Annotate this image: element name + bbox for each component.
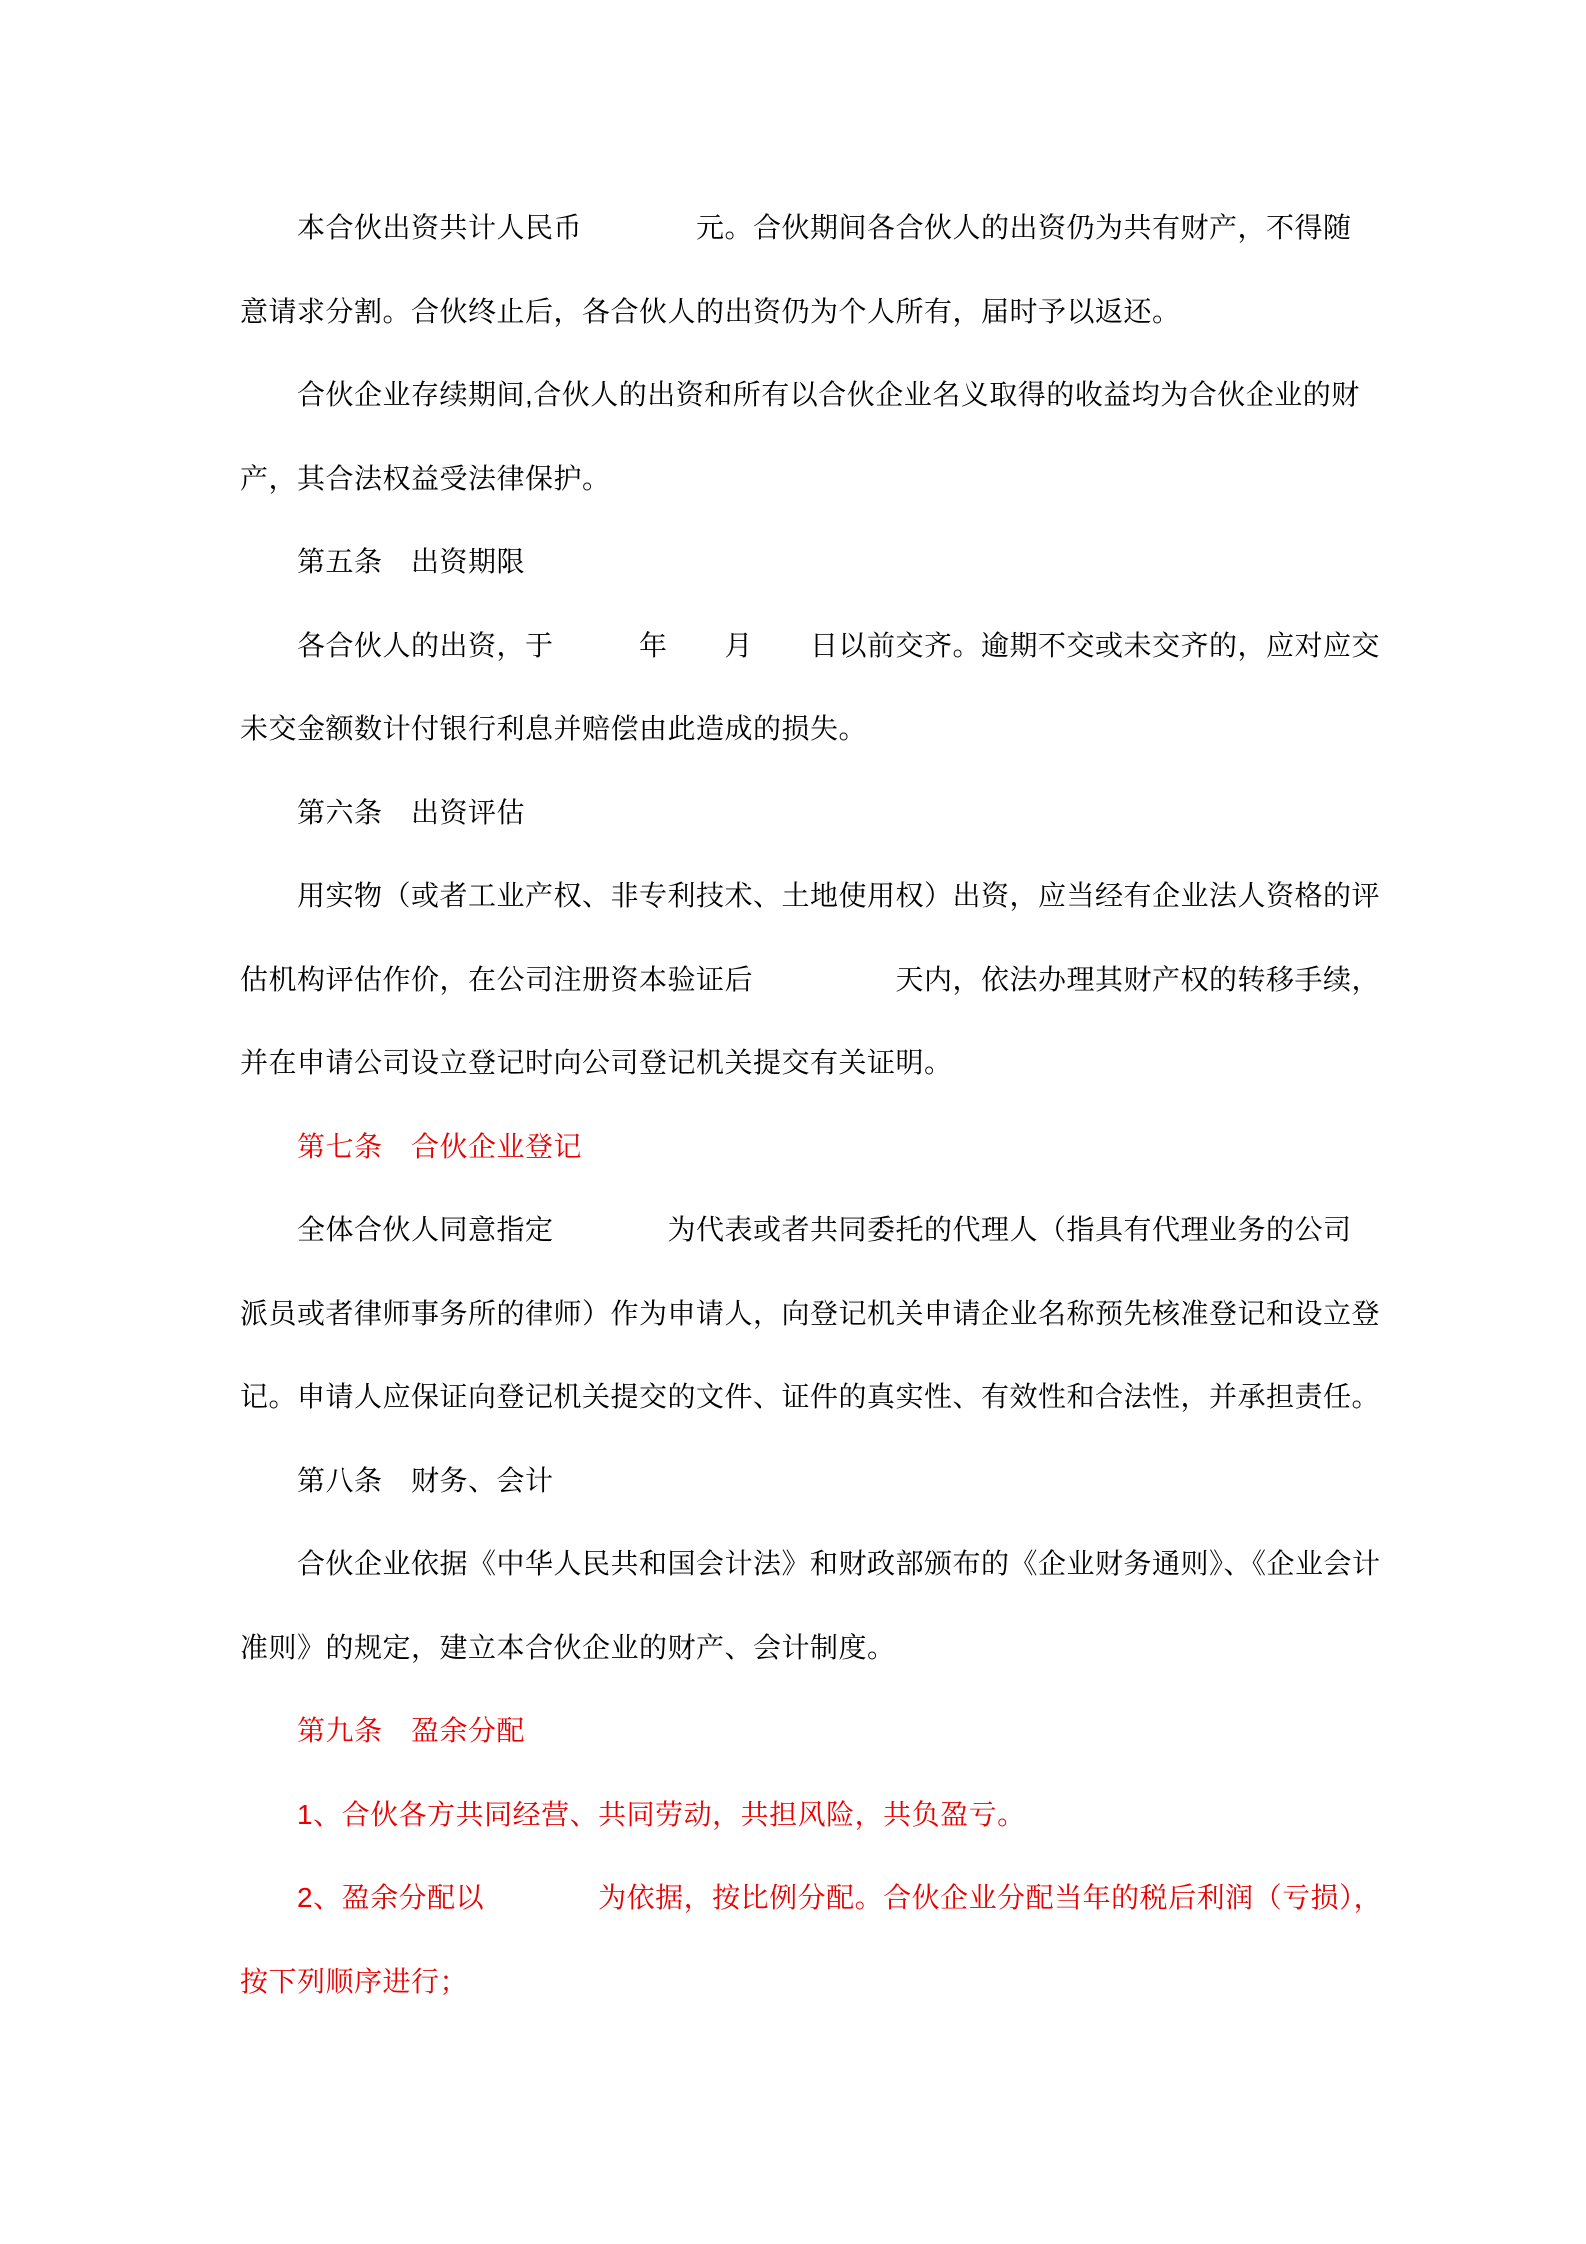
text-line: 全体合伙人同意指定 为代表或者共同委托的代理人（指具有代理业务的公司 <box>240 1214 1352 1245</box>
text-line: 合伙企业存续期间,合伙人的出资和所有以合伙企业名义取得的收益均为合伙企业的财 <box>240 379 1360 410</box>
text-line: 并在申请公司设立登记时向公司登记机关提交有关证明。 <box>240 1047 953 1078</box>
heading-article-8: 第八条 财务、会计 <box>240 1464 554 1496</box>
text-line: 本合伙出资共计人民币 元。合伙期间各合伙人的出资仍为共有财产，不得随 <box>240 212 1352 243</box>
text-line: 派员或者律师事务所的律师）作为申请人，向登记机关申请企业名称预先核准登记和设立登 <box>240 1297 1381 1329</box>
text-line: 准则》的规定，建立本合伙企业的财产、会计制度。 <box>240 1631 896 1663</box>
text-line: 用实物（或者工业产权、非专利技术、土地使用权）出资，应当经有企业法人资格的评 <box>240 880 1381 911</box>
heading-article-7: 第七条 合伙企业登记 <box>240 1130 583 1162</box>
text-line: 估机构评估作价，在公司注册资本验证后 天内，依法办理其财产权的转移手续， <box>240 963 1381 995</box>
text-line: 合伙企业依据《中华人民共和国会计法》和财政部颁布的《企业财务通则》、《企业会计 <box>240 1548 1381 1579</box>
text-line: 记。申请人应保证向登记机关提交的文件、证件的真实性、有效性和合法性，并承担责任。 <box>240 1381 1381 1412</box>
document-page <box>240 186 1490 2023</box>
list-item-2: 2、盈余分配以 为依据，按比例分配。合伙企业分配当年的税后利润（亏损）， <box>240 1882 1383 1913</box>
list-item-1: 1、合伙各方共同经营、共同劳动，共担风险，共负盈亏。 <box>240 1798 1026 1830</box>
heading-article-9: 第九条 盈余分配 <box>240 1715 526 1746</box>
text-line: 未交金额数计付银行利息并赔偿由此造成的损失。 <box>240 713 868 744</box>
heading-article-5: 第五条 出资期限 <box>240 546 526 577</box>
text-line: 各合伙人的出资，于 年 月 日以前交齐。逾期不交或未交齐的，应对应交 <box>240 629 1381 661</box>
text-line: 意请求分割。合伙终止后，各合伙人的出资仍为个人所有，届时予以返还。 <box>240 295 1181 327</box>
heading-article-6: 第六条 出资评估 <box>240 796 526 828</box>
text-line: 按下列顺序进行； <box>240 1965 469 1997</box>
text-line: 产，其合法权益受法律保护。 <box>240 462 611 494</box>
